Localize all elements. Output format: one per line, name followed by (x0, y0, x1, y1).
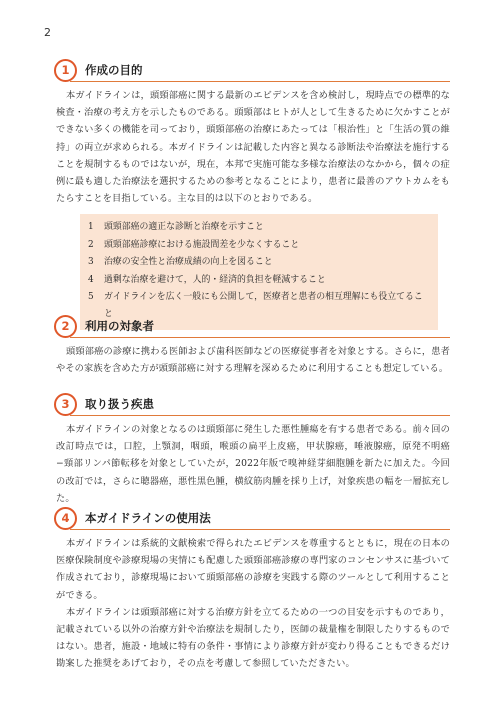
goal-item (88, 254, 428, 271)
section-paragraph: 本ガイドラインは，頭頸部癌に関する最新のエビデンスを含め検討し，現時点での標準的な検査・治療の考え方を示したものである。頭頸部はヒトが人として生きるために欠かすことができない多くの機能を司っており，頭頸部癌の治療にあたっては「根治性」と「生活の質の維持」の両立が求められる。本ガイドラインは記載した内容と異なる診断法や治療法を施行することを規制するものではないが，現在，本邦で実施可能な多様な治療法のなかから，個々の症例に最も適した治療法を選択するための参考となることにより，患者に最善のアウトカムをもたらすことを目指している。主な目的は以下のとおりである。 (56, 90, 450, 205)
section-usage (56, 506, 450, 673)
goal-item (88, 237, 428, 254)
section-title: 作成の目的 (85, 63, 143, 77)
goal-item (88, 219, 428, 236)
goal-item (88, 272, 428, 289)
goal-text: 治療の安全性と治療成績の向上を図ること (104, 257, 273, 268)
section-paragraph: 本ガイドラインは系統的文献検索で得られたエビデンスを尊重するとともに，現在の日本の医療保険制度や診療現場の実情にも配慮した頭頸部癌診療の専門家のコンセンサスに基づいて作成されており，診療現場において頭頸部癌の診療を実践する際のツールとして利用することができる。 (56, 538, 450, 601)
section-heading (56, 314, 450, 338)
section-title: 利用の対象者 (85, 319, 154, 333)
section-paragraph: 頭頸部癌の診療に携わる医師および歯科医師などの医療従事者を対象とする。さらに，患者やその家族を含めた方が頭頸部癌に対する理解を深めるために利用することも想定している。 (56, 346, 450, 375)
goal-number: 4 (88, 274, 94, 285)
goal-number: 2 (88, 239, 94, 250)
goal-text: 頭頸部癌の適正な診断と治療を示すこと (104, 222, 264, 233)
section-title: 本ガイドラインの使用法 (85, 511, 211, 525)
section-purpose (56, 58, 450, 330)
section-heading (56, 506, 450, 530)
section-number-badge: 4 (54, 507, 77, 530)
section-number-badge: 3 (54, 393, 77, 416)
section-number-badge: 1 (54, 59, 77, 82)
goal-number: 1 (88, 222, 94, 233)
section-target-users (56, 314, 450, 377)
page-number: 2 (44, 26, 51, 39)
goals-box (80, 214, 438, 329)
section-heading (56, 58, 450, 82)
section-paragraph: 本ガイドラインの対象となるのは頭頸部に発生した悪性腫瘍を有する患者である。前々回の改訂時点では，口腔，上顎洞，咽頭，喉頭の扁平上皮癌，甲状腺癌，唾液腺癌，原発不明癌−頸部リンパ節転移を対象としていたが，2022年版で嗅神経芽細胞腫を新たに加えた。今回の改訂では，さらに聴器癌，悪性黒色腫，横紋筋肉腫を採り上げ，対象疾患の幅を一層拡充した。 (56, 424, 450, 504)
section-paragraph: 本ガイドラインは頭頸部癌に対する治療方針を立てるための一つの目安を示すものであり，記載されている以外の治療方針や治療法を規制したり，医師の裁量権を制限したりするものではない。患者，施設・地域に特有の条件・事情により診療方針が変わり得ることもできるだけ勘案した推奨をあげており，その点を考慮して参照していただきたい。 (56, 606, 450, 670)
goal-number: 3 (88, 257, 94, 268)
goal-text: 過剰な治療を避けて，人的・経済的負担を軽減すること (104, 274, 326, 285)
goal-text: ガイドラインを広く一般にも公開して，医療者と患者の相互理解にも役立てること (104, 292, 423, 320)
section-diseases (56, 392, 450, 507)
section-number-badge: 2 (54, 315, 77, 338)
section-title: 取り扱う疾患 (85, 397, 154, 411)
goal-text: 頭頸部癌診療における施設間差を少なくすること (104, 239, 300, 250)
goal-number: 5 (88, 292, 94, 303)
section-heading (56, 392, 450, 416)
